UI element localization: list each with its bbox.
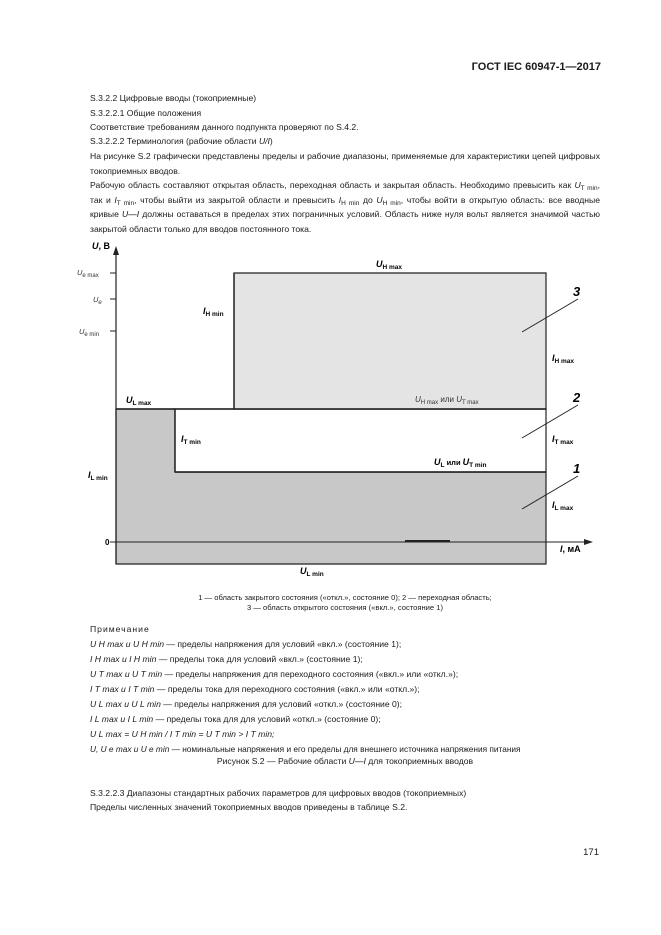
tick-ue: $U_e$	[93, 295, 102, 306]
section-s32223-text: Пределы численных значений токоприемных вводов приведены в таблице S.2.	[90, 802, 408, 812]
tick-zero: 0	[105, 538, 110, 547]
note-item: U, U e max и U e min — номинальные напряжения и его пределы для внешнего источника напряжения питания	[90, 744, 521, 754]
tick-ue-max: $U_{e max}$	[77, 268, 99, 279]
label-ul-or-ut-min: $U_L$ $^{или}$ $U_{T min}$	[434, 457, 487, 469]
label-ih-min: $I_{H min}$	[203, 306, 224, 318]
label-it-max: $I_{T max}$	[552, 434, 574, 446]
x-axis-label: I, мА	[560, 544, 581, 554]
standard-header: ГОСТ IEC 60947-1—2017	[471, 61, 601, 73]
figure-caption: Рисунок S.2 — Рабочие области U—I для токоприемных вводов	[216, 756, 474, 766]
label-it-min: $I_{T min}$	[181, 434, 201, 446]
note-item: I H max и I H min — пределы тока для условий «вкл.» (состояние 1);	[90, 654, 363, 664]
terminology-title: S.3.2.2.2 Терминология (рабочие области U/I)	[90, 136, 273, 146]
region-transition	[175, 409, 546, 472]
note-item: I T max и I T min — пределы тока для переходного состояния («вкл.» или «откл.»);	[90, 684, 420, 694]
callout-2: 2	[573, 390, 581, 405]
page-number: 171	[583, 847, 599, 858]
subsection-title: S.3.2.2.1 Общие положения	[90, 108, 202, 118]
note-item: U T max и U T min — пределы напряжения для переходного состояния («вкл.» или «откл.»);	[90, 669, 459, 679]
subsection-text: Соответствие требованиям данного подпункта проверяют по S.4.2.	[90, 122, 359, 132]
label-il-min: $I_{L min}$	[88, 470, 108, 482]
operating-regions-diagram	[60, 232, 600, 587]
section-s32223-title: S.3.2.2.3 Диапазоны стандартных рабочих параметров для цифровых вводов (токоприемных)	[90, 788, 467, 798]
note-title: Примечание	[90, 624, 150, 634]
label-uh-max: $U_{H max}$	[376, 259, 403, 271]
label-uh-or-ut-max: $U_{H max}$ или $U_{T max}$	[415, 395, 479, 406]
label-ul-min: $U_{L min}$	[300, 566, 324, 578]
label-il-max: $I_{L max}$	[552, 500, 574, 512]
figure-legend-line-2: 3 — область открытого состояния («вкл.», состояние 1)	[247, 603, 443, 612]
tick-ue-min: $U_{e min}$	[79, 327, 100, 338]
label-ih-max: $I_{H max}$	[552, 353, 575, 365]
paragraph-2: Рабочую область составляют открытая область, переходная область и закрытая область. Необходимо превысить как $U_{T min}$, так и $I_{T min}$, чтобы выйти из закрытой области и превысить $I_{H min}$ до $U_{H min}$, чтобы войти в открытую область: все вводные кривые U—I должны оставаться в пределах этих пограничных условий. Область ниже нуля вольт является значимой частью закрытой области только для вводов постоянного тока.	[90, 180, 600, 234]
y-axis-label: U, В	[92, 241, 111, 251]
paragraph-1: На рисунке S.2 графически представлены пределы и рабочие диапазоны, применяемые для характеристики цепей цифровых токоприемных вводов.	[90, 151, 600, 176]
note-item: I L max и I L min — пределы тока для для условий «откл.» (состояние 0);	[90, 714, 381, 724]
note-item: U L max = U H min / I T min = U T min > I T min;	[90, 729, 275, 739]
region-open	[234, 273, 546, 409]
callout-3: 3	[573, 284, 581, 299]
figure-legend-line-1: 1 — область закрытого состояния («откл.», состояние 0); 2 — переходная область;	[198, 593, 492, 602]
note-item: U H max и U H min — пределы напряжения для условий «вкл.» (состояние 1);	[90, 639, 402, 649]
label-ul-max: $U_{L max}$	[126, 395, 152, 407]
note-item: U L max и U L min — пределы напряжения для условий «откл.» (состояние 0);	[90, 699, 403, 709]
callout-1: 1	[573, 461, 581, 476]
section-title: S.3.2.2 Цифровые вводы (токоприемные)	[90, 93, 257, 103]
